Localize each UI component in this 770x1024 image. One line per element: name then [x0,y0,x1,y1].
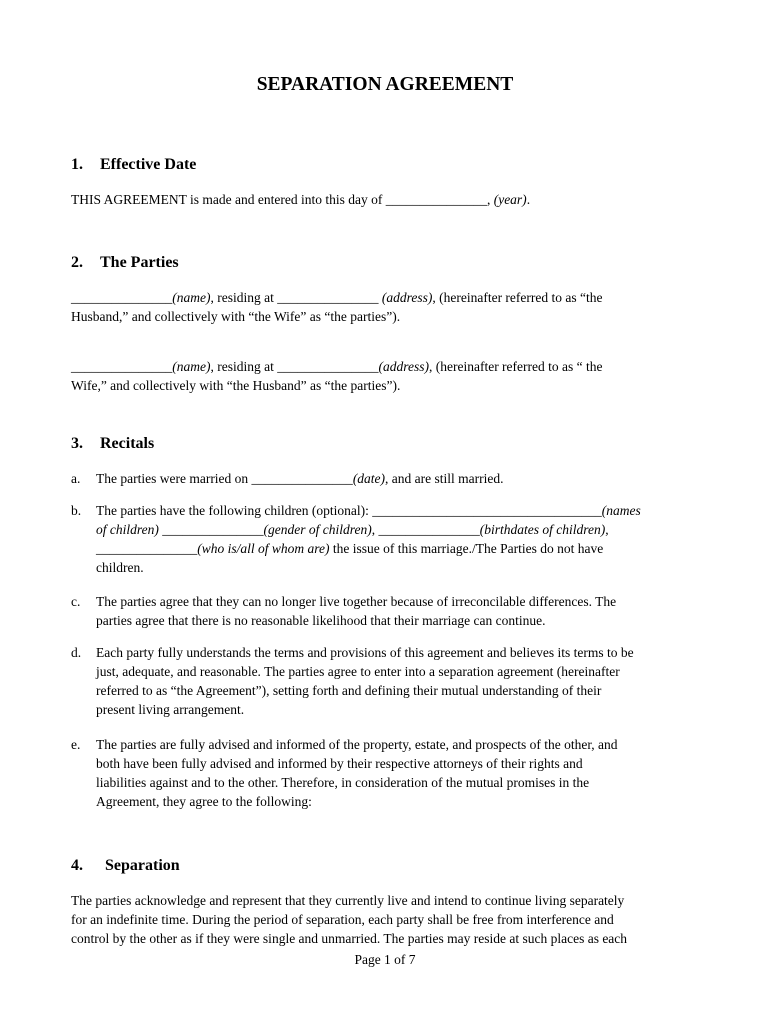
recital-e-line-3: liabilities against and to the other. Therefore, in consideration of the mutual promises in the [96,775,590,790]
list-letter: b. [71,503,82,518]
recital-d [71,643,711,719]
hereinafter-text: , (hereinafter referred to as “ the [428,359,603,374]
recital-e-line-1: The parties are fully advised and informed of the property, estate, and prospects of the other, and [96,737,618,752]
wife-line-1 [71,357,711,376]
recital-e [71,735,711,811]
separation-line-3: control by the other as if they were single and unmarried. The parties may reside at such places as each [71,931,628,946]
separation-paragraph [71,891,711,948]
list-letter: a. [71,471,81,486]
section-number: 4. [71,857,83,874]
separation-line-2: for an indefinite time. During the period of separation, each party shall be free from interference and [71,912,614,927]
page-number-footer: Page 1 of 7 [354,952,416,967]
recital-b-line-1 [96,501,711,520]
section-title: Separation [105,857,180,874]
date-label: (date) [352,471,386,486]
name-blank: _______________ [71,359,173,374]
recital-e-line-4: Agreement, they agree to the following: [96,794,312,809]
husband-line-1 [71,288,711,307]
section-heading-separation [71,857,180,875]
list-letter: c. [71,594,81,609]
who-blank: _______________ [96,541,198,556]
recital-a-line-1 [96,469,711,488]
recital-b-line-3 [96,539,711,558]
effective-date-paragraph [71,190,711,209]
who-label: (who is/all of whom are) [197,541,330,556]
husband-paragraph [71,288,711,326]
document-title: SEPARATION AGREEMENT [256,74,514,95]
hereinafter-text: , (hereinafter referred to as “the [432,290,603,305]
recital-a-suffix: , and are still married. [385,471,504,486]
recital-a-text: The parties were married on _______________ [96,471,353,486]
birthdates-blank: , _______________ [371,522,480,537]
recital-b-line-2 [96,520,711,539]
list-letter: e. [71,737,81,752]
year-label: (year) [493,192,527,207]
name-label: (name) [172,290,211,305]
recital-a [71,469,711,488]
effective-date-text: THIS AGREEMENT is made and entered into this day of _______________, [71,192,494,207]
of-children-label: of children) [96,522,159,537]
recital-c-line-1: The parties agree that they can no longer live together because of irreconcilable differences. The [96,594,617,609]
list-letter: d. [71,645,82,660]
section-title: Recitals [100,435,155,452]
recital-b [71,501,711,577]
recital-d-line-4: present living arrangement. [96,702,245,717]
recital-c-line-2: parties agree that there is no reasonable likelihood that their marriage can continue. [96,613,546,628]
issue-text: the issue of this marriage./The Parties do not have [329,541,604,556]
recital-b-line-4: children. [96,560,144,575]
name-label: (name) [172,359,211,374]
husband-line-2: Husband,” and collectively with “the Wife” as “the parties”). [71,309,401,324]
gender-blank: _______________ [158,522,264,537]
section-heading-effective-date [71,156,196,174]
recital-b-text: The parties have the following children (optional): __________________________________ [96,503,602,518]
residing-text: , residing at _______________ [210,359,379,374]
residing-text: , residing at _______________ [210,290,382,305]
section-number: 2. [71,254,83,271]
recital-d-line-3: referred to as “the Agreement”), setting forth and defining their mutual understanding of their [96,683,602,698]
recital-e-line-2: both have been fully advised and informed by their respective attorneys of their rights and [96,756,583,771]
section-number: 3. [71,435,83,452]
gender-label: (gender of children) [263,522,372,537]
wife-paragraph [71,357,711,395]
comma: , [605,522,609,537]
section-title: Effective Date [100,156,197,173]
recital-c [71,592,711,630]
section-heading-recitals [71,435,154,453]
section-heading-parties [71,254,179,272]
section-number: 1. [71,156,83,173]
birthdates-label: (birthdates of children) [479,522,606,537]
section-title: The Parties [100,254,179,271]
wife-line-2: Wife,” and collectively with “the Husband” as “the parties”). [71,378,401,393]
name-blank: _______________ [71,290,173,305]
address-label: (address) [378,359,429,374]
effective-date-suffix: . [526,192,531,207]
recital-d-line-1: Each party fully understands the terms and provisions of this agreement and believes its terms to be [96,645,634,660]
names-label: (names [601,503,641,518]
recital-d-line-2: just, adequate, and reasonable. The parties agree to enter into a separation agreement (hereinafter [96,664,620,679]
address-label: (address) [381,290,433,305]
separation-line-1: The parties acknowledge and represent that they currently live and intend to continue living separately [71,893,625,908]
